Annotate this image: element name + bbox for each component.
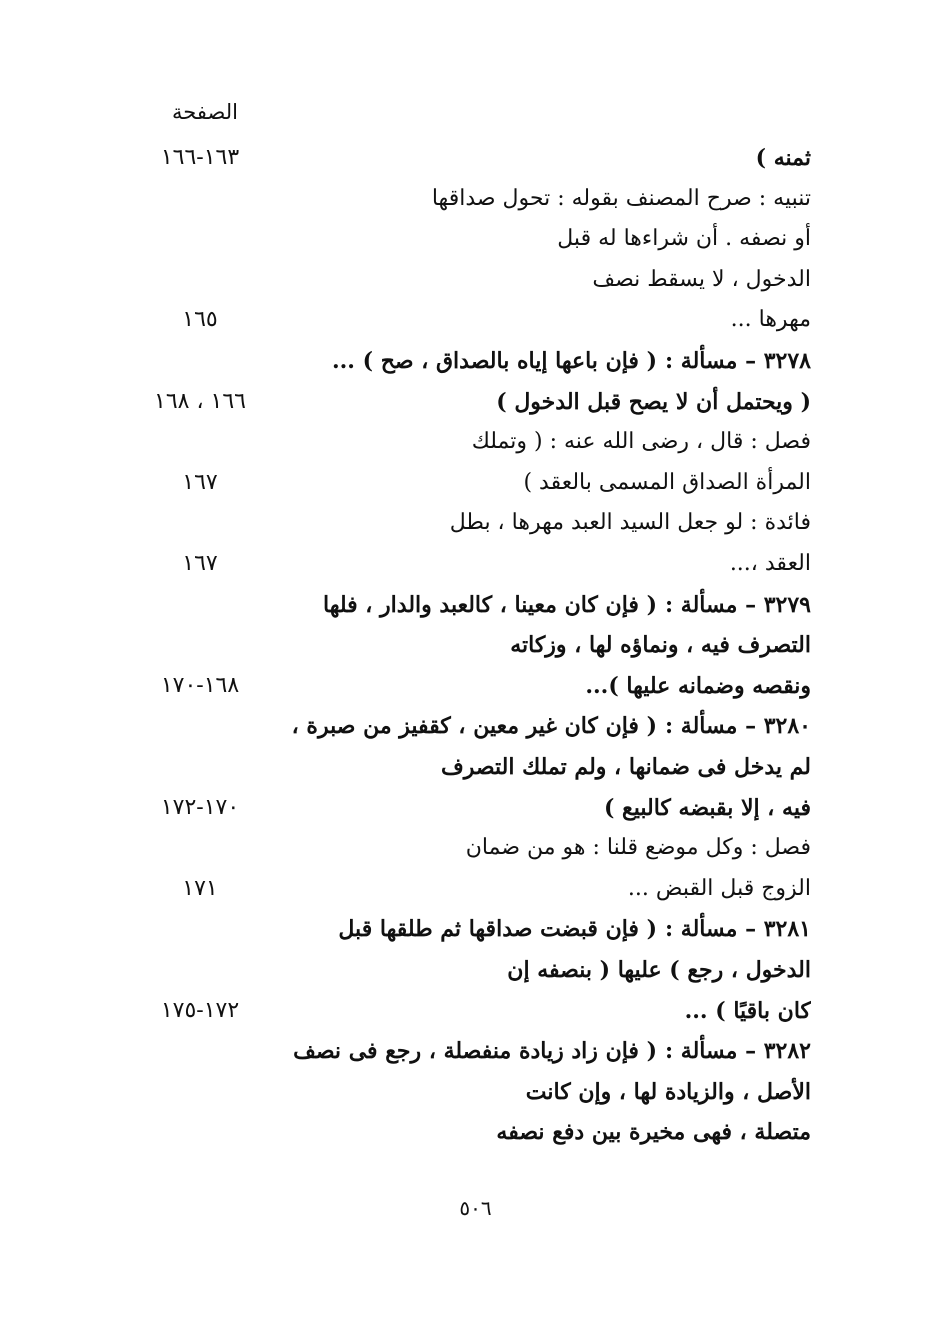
entry-pages: ١٧١ [182, 875, 218, 901]
entry-text [251, 625, 811, 665]
entry-number: ٣٢٨٢ – مسألة : [665, 1038, 811, 1065]
index-entry [0, 341, 951, 381]
entry-body: متصلة ، فهى مخيرة بين دفع نصفه [496, 1119, 811, 1146]
entry-text [111, 341, 811, 381]
index-entry [0, 788, 951, 828]
index-entry [0, 179, 951, 219]
entry-text [251, 1112, 811, 1152]
entry-text [251, 788, 811, 828]
index-entry [0, 260, 951, 300]
entry-body: ( فإن كان غير معين ، كقفيز من صبرة ، [291, 713, 658, 740]
index-entry [0, 828, 951, 868]
entry-text [251, 179, 811, 219]
entry-number: ٣٢٨٠ – مسألة : [665, 713, 811, 740]
entry-pages: ١٦٥ [182, 307, 218, 333]
entry-pages: ١٦٧ [182, 551, 218, 576]
index-entry [0, 950, 951, 990]
page-number: ٥٠٦ [459, 1196, 492, 1220]
entry-body: تنبيه : صرح المصنف بقوله : تحول صداقها [431, 185, 811, 211]
entry-body: لم يدخل فى ضمانها ، ولم تملك التصرف [440, 754, 811, 780]
entry-text [251, 219, 811, 259]
entry-text [251, 382, 811, 422]
entry-body: ( فإن قبضت صداقها ثم طلقها قبل [338, 916, 658, 943]
entry-text [111, 585, 811, 625]
entry-pages: ١٦٣-١٦٦ [160, 145, 240, 170]
entry-body: العقد ،... [729, 551, 811, 576]
entry-text [251, 260, 811, 300]
entry-body: فصل : وكل موضع قلنا : هو من ضمان [465, 835, 811, 861]
entry-body: المرأة الصداق المسمى بالعقد ) [523, 469, 811, 495]
entry-body: الأصل ، والزيادة لها ، وإن كانت [525, 1078, 811, 1105]
index-entry [0, 382, 951, 422]
entry-body: فائدة : لو جعل السيد العبد مهرها ، بطل [449, 510, 811, 536]
entry-pages: ١٧٢-١٧٥ [160, 997, 240, 1023]
entry-body: ونقصه وضمانه عليها )... [585, 672, 811, 699]
index-entry [0, 463, 951, 503]
entry-number: ٣٢٧٩ – مسألة : [665, 591, 811, 618]
entry-text [251, 138, 811, 178]
entry-body: ثمنه ) [755, 145, 811, 171]
entry-text [251, 544, 811, 584]
entry-pages: ١٦٨-١٧٠ [160, 672, 240, 698]
index-entry [0, 909, 951, 949]
entry-body: مهرها ... [730, 307, 811, 333]
entry-body: الدخول ، رجع ) عليها ( بنصفه إن [507, 957, 811, 983]
entry-text [251, 950, 811, 990]
entry-body: كان باقيًا ) ... [684, 997, 811, 1024]
entry-body: التصرف فيه ، ونماؤه لها ، وزكاته [510, 632, 811, 659]
index-entry [0, 869, 951, 909]
entry-pages: ١٧٠-١٧٢ [160, 794, 240, 820]
entry-text [251, 869, 811, 909]
entry-text [251, 1072, 811, 1112]
entry-text [251, 300, 811, 340]
index-entry [0, 300, 951, 340]
index-entry [0, 585, 951, 625]
entry-pages: ١٦٧ [182, 469, 218, 495]
entry-body: أو نصفه . أن شراءها له قبل [557, 226, 811, 252]
index-entry [0, 422, 951, 462]
entry-text [111, 706, 811, 746]
entry-text [251, 503, 811, 543]
entry-body: الزوج قبل القبض ... [627, 875, 811, 901]
index-entry [0, 706, 951, 746]
entry-pages: ١٦٦ ، ١٦٨ [154, 388, 246, 414]
index-entry [0, 138, 951, 178]
entry-body: ( فإن باعها إياه بالصداق ، صح ) ... [331, 348, 658, 374]
entry-text [251, 422, 811, 462]
index-entry [0, 219, 951, 259]
entry-body: ( ويحتمل أن لا يصح قبل الدخول ) [496, 388, 811, 415]
entry-number: ٣٢٧٨ – مسألة : [665, 348, 811, 374]
entry-body: ( فإن كان معينا ، كالعبد والدار ، فلها [322, 591, 658, 618]
index-entry [0, 1112, 951, 1152]
page-column-header: الصفحة [172, 100, 238, 124]
entry-number: ٣٢٨١ – مسألة : [665, 916, 811, 943]
entry-text [111, 1031, 811, 1071]
entry-text [251, 828, 811, 868]
index-entry [0, 747, 951, 787]
entry-text [251, 666, 811, 706]
index-entry [0, 625, 951, 665]
entry-body: فيه ، إلا بقبضه كالبيع ) [603, 794, 811, 821]
index-entry [0, 544, 951, 584]
index-entry [0, 991, 951, 1031]
entry-body: الدخول ، لا يسقط نصف [592, 266, 811, 292]
entry-text [251, 747, 811, 787]
entry-body: ( فإن زاد زيادة منفصلة ، رجع فى نصف [293, 1038, 658, 1065]
entry-text [251, 463, 811, 503]
index-entry [0, 1031, 951, 1071]
entry-text [251, 991, 811, 1031]
index-entry [0, 1072, 951, 1112]
index-entry [0, 666, 951, 706]
entry-body: فصل : قال ، رضى الله عنه : ( وتملك [471, 429, 811, 455]
index-entry [0, 503, 951, 543]
entry-text [111, 909, 811, 949]
